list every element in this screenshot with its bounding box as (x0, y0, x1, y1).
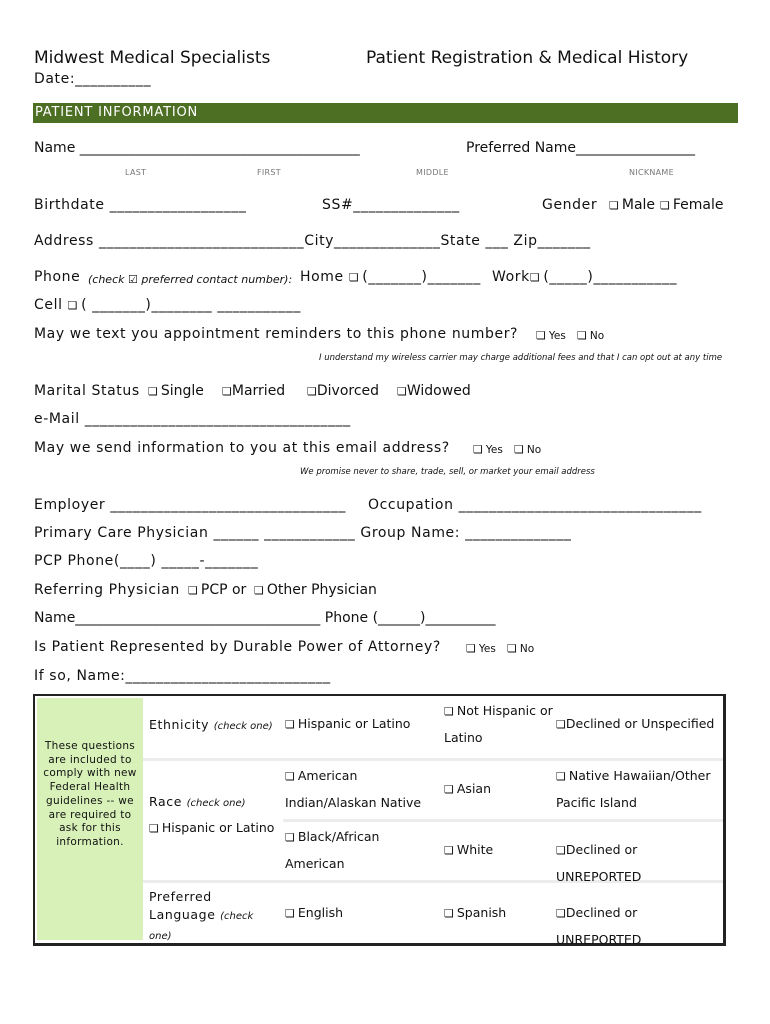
checkbox-icon[interactable]: ❏ (660, 199, 670, 212)
checkbox-icon[interactable]: ❏ (307, 385, 317, 398)
demographics-table (33, 694, 726, 946)
text-yes-option[interactable]: ❏ Yes (536, 329, 566, 342)
sub-first: FIRST (257, 168, 281, 177)
carrier-disclaimer: I understand my wireless carrier may charge additional fees and that I can opt out at any time (319, 353, 723, 363)
checkbox-icon[interactable]: ❏ (148, 385, 158, 398)
checkbox-icon[interactable]: ❏ (556, 770, 566, 783)
sub-nickname: NICKNAME (629, 168, 674, 177)
race-american-indian-option[interactable]: ❏ American Indian/Alaskan Native (285, 768, 422, 810)
home-phone-option[interactable]: Home ❏ (_______)_______ (300, 269, 481, 285)
checkbox-icon[interactable]: ❏ (348, 271, 360, 284)
phone-label: Phone (34, 269, 81, 285)
checkbox-icon[interactable]: ❏ (188, 584, 198, 597)
referring-physician-label: Referring Physician (34, 582, 180, 598)
email-promise: We promise never to share, trade, sell, or market your email address (300, 467, 595, 477)
gender-label: Gender (542, 197, 598, 213)
checkbox-icon[interactable]: ❏ (444, 783, 454, 796)
checkbox-icon[interactable]: ❏ (529, 271, 541, 284)
marital-status-label: Marital Status (34, 383, 140, 399)
checkbox-icon[interactable]: ❏ (149, 822, 159, 835)
race-asian-option[interactable]: ❏ Asian (444, 781, 491, 796)
home-phone-blank[interactable]: (_______)_______ (362, 269, 481, 285)
ethnicity-hispanic-option[interactable]: ❏ Hispanic or Latino (285, 716, 411, 731)
email-field[interactable]: e-Mail ___________________________________ (34, 411, 351, 427)
section-bar (33, 103, 738, 123)
checkbox-icon[interactable]: ❏ (285, 907, 295, 920)
ethnicity-not-hispanic-option[interactable]: ❏ Not Hispanic or Latino (444, 703, 553, 745)
checkbox-icon[interactable]: ❏ (473, 443, 483, 456)
checkbox-icon[interactable]: ❏ (285, 831, 295, 844)
checkbox-icon[interactable]: ❏ (67, 299, 79, 312)
section-title: PATIENT INFORMATION (35, 105, 199, 120)
checkbox-icon[interactable]: ❏ (444, 844, 454, 857)
work-phone-option[interactable]: Work❏ (_____)___________ (492, 269, 678, 285)
checkbox-icon[interactable]: ❏ (466, 642, 476, 655)
pcp-field[interactable]: Primary Care Physician ______ ____________ Group Name: ______________ (34, 525, 572, 541)
checkbox-icon[interactable]: ❏ (444, 907, 454, 920)
checkbox-icon[interactable]: ❏ (285, 718, 295, 731)
gender-female-option[interactable]: ❏ Female (660, 197, 724, 213)
checkbox-icon[interactable]: ❏ (254, 584, 264, 597)
race-hispanic-option[interactable]: ❏ Hispanic or Latino (149, 820, 275, 835)
federal-guidelines-text: These questions are included to comply with new Federal Health guidelines -- we are required to ask for this information. (43, 740, 137, 848)
form-title: Patient Registration & Medical History (366, 48, 689, 68)
cell-phone-option[interactable]: Cell ❏ ( _______)________ ___________ (34, 297, 301, 313)
checkbox-icon[interactable]: ❏ (285, 770, 295, 783)
race-declined-option[interactable]: ❏Declined or UNREPORTED (556, 842, 642, 884)
checkbox-icon[interactable]: ❏ (556, 844, 566, 857)
name-field[interactable]: Name ________________________________________ (34, 140, 360, 156)
checkbox-icon[interactable]: ❏ (577, 329, 587, 342)
race-label: Race (check one) (149, 794, 246, 809)
email-question: May we send information to you at this email address? (34, 440, 450, 456)
poa-yes-option[interactable]: ❏ Yes (466, 642, 496, 655)
language-declined-option[interactable]: ❏Declined or UNREPORTED (556, 905, 642, 947)
work-phone-blank[interactable]: (_____)___________ (543, 269, 678, 285)
preferred-name-field[interactable]: Preferred Name_________________ (466, 140, 696, 156)
poa-name-field[interactable]: If so, Name:___________________________ (34, 668, 331, 684)
gender-male-option[interactable]: ❏ Male (609, 197, 656, 213)
language-english-option[interactable]: ❏ English (285, 905, 344, 920)
text-reminder-question: May we text you appointment reminders to this phone number? (34, 326, 519, 342)
ethnicity-declined-option[interactable]: ❏Declined or Unspecified (556, 716, 715, 731)
marital-widowed-option[interactable]: ❏Widowed (397, 383, 471, 399)
race-black-option[interactable]: ❏ Black/African American (285, 829, 380, 871)
poa-question: Is Patient Represented by Durable Power of Attorney? (34, 639, 441, 655)
race-hawaiian-option[interactable]: ❏ Native Hawaiian/Other Pacific Island (556, 768, 711, 810)
marital-single-option[interactable]: ❏ Single (148, 383, 204, 399)
checkbox-icon[interactable]: ❏ (556, 907, 566, 920)
table-divider (283, 819, 723, 822)
poa-no-option[interactable]: ❏ No (507, 642, 535, 655)
checkbox-icon[interactable]: ❏ (556, 718, 566, 731)
race-white-option[interactable]: ❏ White (444, 842, 494, 857)
language-label: Preferred Language (check one) (149, 889, 254, 942)
checkbox-icon[interactable]: ❏ (609, 199, 619, 212)
sub-last: LAST (125, 168, 147, 177)
sub-middle: MIDDLE (416, 168, 449, 177)
marital-divorced-option[interactable]: ❏Divorced (307, 383, 380, 399)
checkbox-icon[interactable]: ❏ (397, 385, 407, 398)
language-spanish-option[interactable]: ❏ Spanish (444, 905, 507, 920)
pcp-phone-field[interactable]: PCP Phone(____) _____-_______ (34, 553, 259, 569)
employer-field[interactable]: Employer _______________________________ (34, 497, 346, 513)
federal-guidelines-panel (37, 698, 143, 940)
text-no-option[interactable]: ❏ No (577, 329, 605, 342)
checkbox-icon[interactable]: ❏ (507, 642, 517, 655)
address-field[interactable]: Address ___________________________City______________State ___ Zip_______ (34, 233, 591, 249)
checkbox-icon[interactable]: ❏ (222, 385, 232, 398)
checkbox-icon[interactable]: ❏ (514, 443, 524, 456)
ethnicity-label: Ethnicity (check one) (149, 717, 273, 732)
occupation-field[interactable]: Occupation ________________________________ (368, 497, 702, 513)
birthdate-field[interactable]: Birthdate __________________ (34, 197, 247, 213)
checkbox-icon[interactable]: ❏ (536, 329, 546, 342)
referring-pcp-option[interactable]: ❏ PCP or (188, 582, 247, 598)
org-name: Midwest Medical Specialists (34, 48, 271, 68)
referring-name-field[interactable]: Name___________________________________ Phone (______)__________ (34, 610, 496, 626)
ss-field[interactable]: SS#______________ (322, 197, 460, 213)
email-yes-option[interactable]: ❏ Yes (473, 443, 503, 456)
date-field[interactable]: Date:__________ (34, 71, 152, 87)
referring-other-option[interactable]: ❏ Other Physician (254, 582, 377, 598)
table-divider (143, 758, 723, 761)
checkbox-icon[interactable]: ❏ (444, 705, 454, 718)
phone-note: (check ☑ preferred contact number): (88, 273, 293, 286)
marital-married-option[interactable]: ❏Married (222, 383, 286, 399)
email-no-option[interactable]: ❏ No (514, 443, 542, 456)
cell-phone-blank[interactable]: ( _______)________ ___________ (81, 297, 301, 313)
